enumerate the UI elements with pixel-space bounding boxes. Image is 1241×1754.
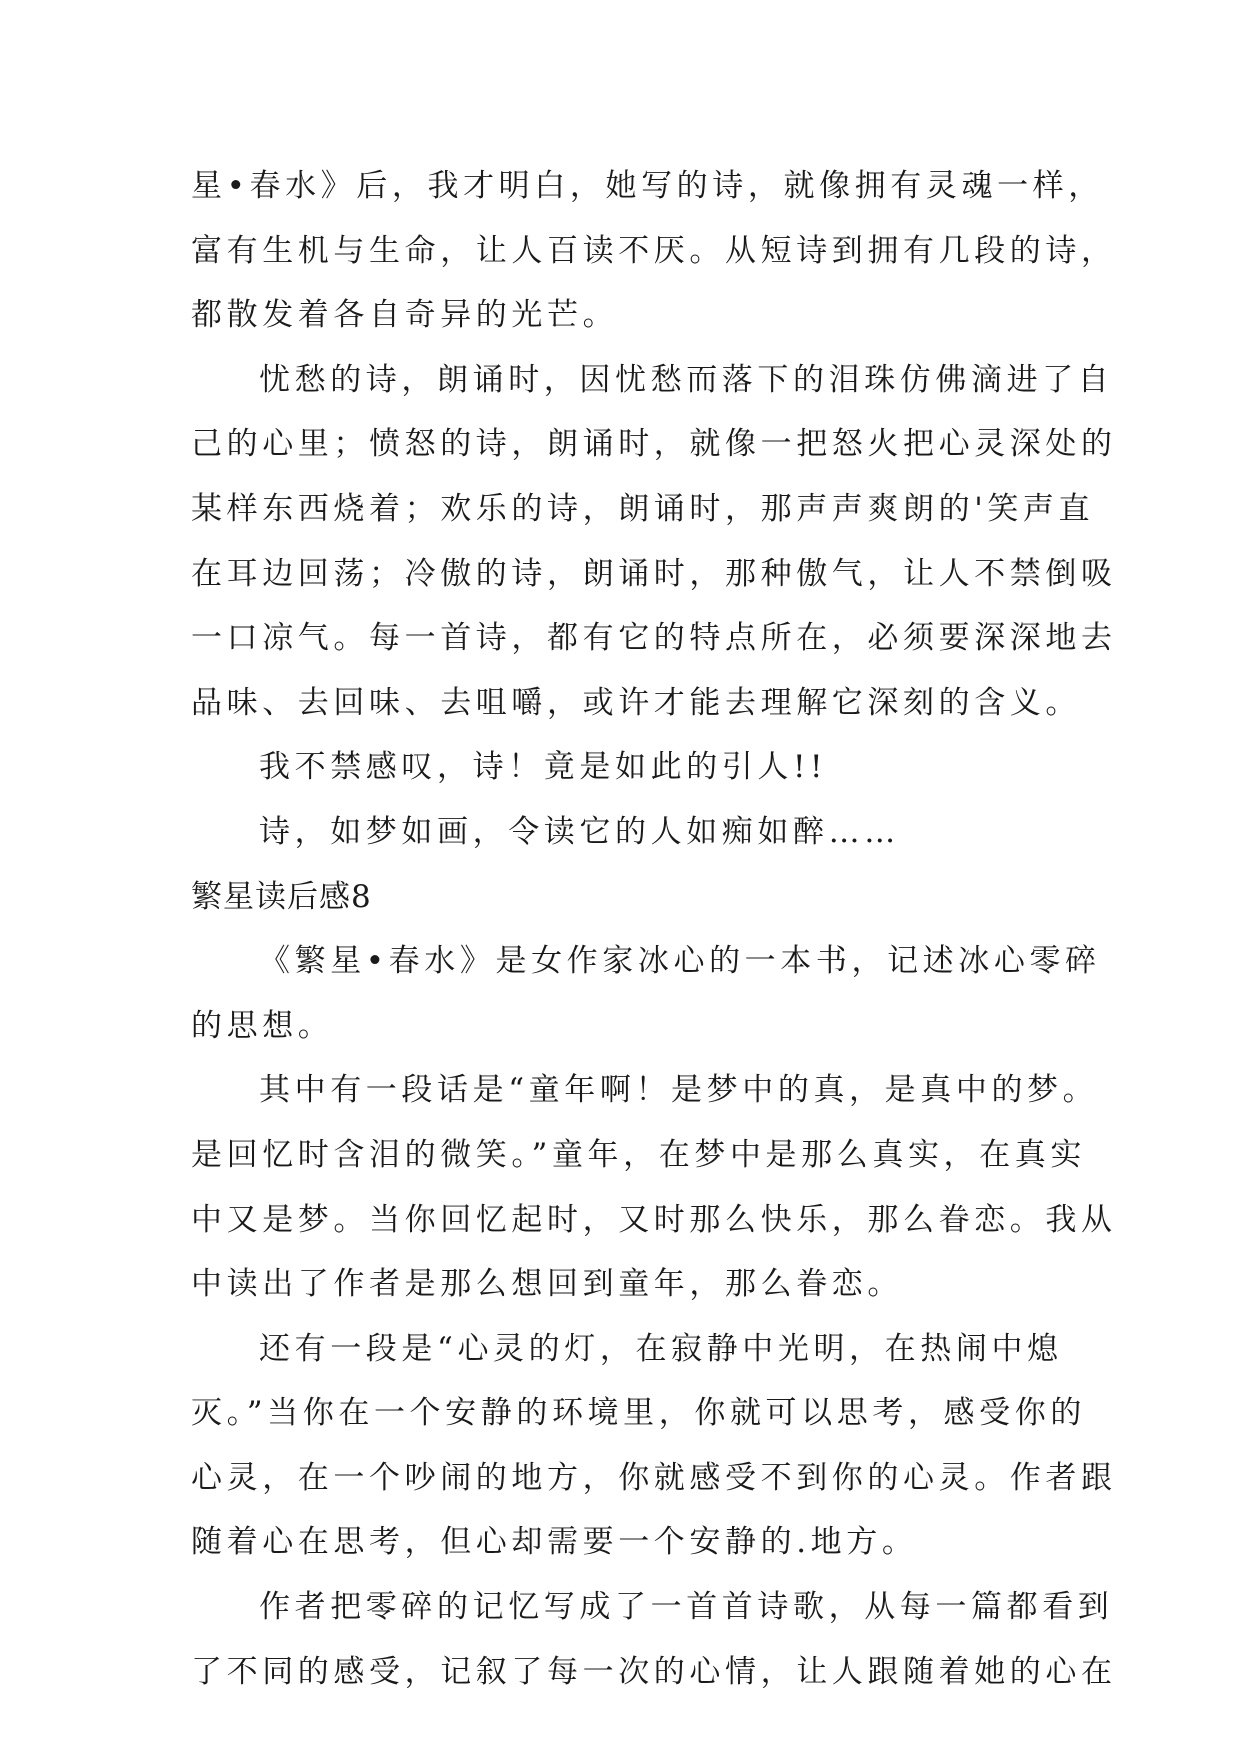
text-line: 的思想。: [191, 1007, 334, 1044]
text-line: 某样东西烧着；欢乐的诗，朗诵时，那声声爽朗的'笑声直: [191, 490, 1095, 527]
paragraph-start-line: 忧愁的诗，朗诵时，因忧愁而落下的泪珠仿佛滴进了自: [259, 361, 1114, 398]
body-text: [191, 154, 1117, 1704]
section-heading: 繁星读后感8: [191, 878, 372, 915]
text-line: 一口凉气。每一首诗，都有它的特点所在，必须要深深地去: [191, 620, 1117, 657]
text-line: 富有生机与生命，让人百读不厌。从短诗到拥有几段的诗，: [191, 232, 1117, 269]
paragraph-start-line: 诗，如梦如画，令读它的人如痴如醉……: [259, 813, 900, 850]
paragraph-start-line: 作者把零碎的记忆写成了一首首诗歌，从每一篇都看到: [259, 1589, 1114, 1626]
text-line: 都散发着各自奇异的光芒。: [191, 297, 619, 334]
paragraph-start-line: 我不禁感叹，诗！竟是如此的引人!!: [259, 749, 828, 786]
text-line: 己的心里；愤怒的诗，朗诵时，就像一把怒火把心灵深处的: [191, 426, 1117, 463]
text-line: 中又是梦。当你回忆起时，又时那么快乐，那么眷恋。我从: [191, 1201, 1117, 1238]
text-line: 了不同的感受，记叙了每一次的心情，让人跟随着她的心在: [191, 1653, 1117, 1690]
text-line: 星•春水》后，我才明白，她写的诗，就像拥有灵魂一样，: [191, 168, 1104, 204]
text-line: 是回忆时含泪的微笑。”童年，在梦中是那么真实，在真实: [191, 1136, 1086, 1173]
text-line: 在耳边回荡；冷傲的诗，朗诵时，那种傲气，让人不禁倒吸: [191, 555, 1117, 592]
text-line: 随着心在思考，但心却需要一个安静的.地方。: [191, 1524, 918, 1561]
text-line: 中读出了作者是那么想回到童年，那么眷恋。: [191, 1266, 903, 1303]
paragraph-start-line: 还有一段是“心灵的灯，在寂静中光明，在热闹中熄: [259, 1330, 1063, 1367]
paragraph-start-line: 其中有一段话是“童年啊！是梦中的真，是真中的梦。: [259, 1072, 1099, 1109]
text-line: 灭。”当你在一个安静的环境里，你就可以思考，感受你的: [191, 1395, 1086, 1432]
text-line: 心灵，在一个吵闹的地方，你就感受不到你的心灵。作者跟: [191, 1459, 1117, 1496]
paragraph-start-line: 《繁星•春水》是女作家冰心的一本书，记述冰心零碎: [259, 943, 1101, 980]
text-line: 品味、去回味、去咀嚼，或许才能去理解它深刻的含义。: [191, 684, 1081, 721]
